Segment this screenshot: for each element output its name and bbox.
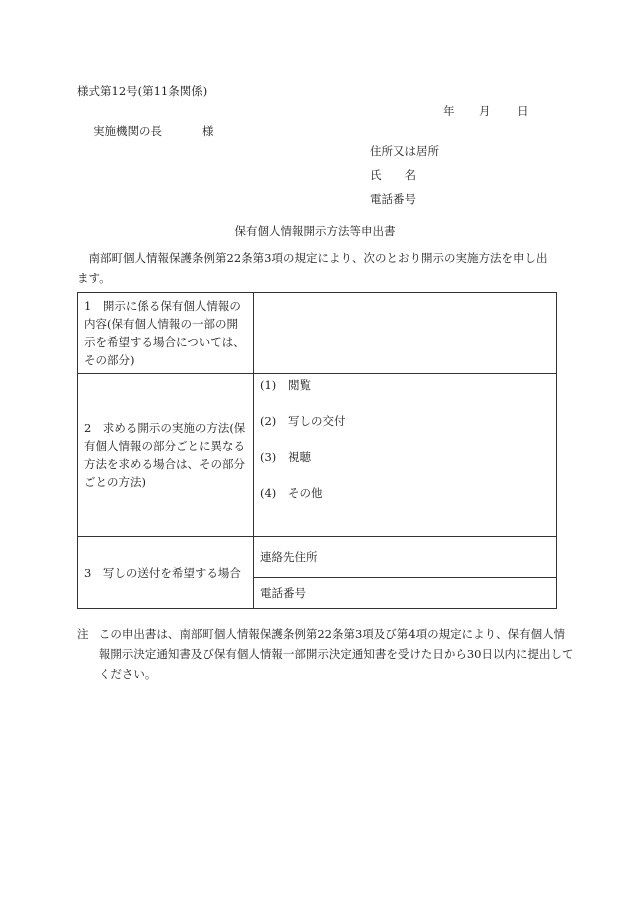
footnote	[77, 624, 576, 684]
addressee-label: 実施機関の長	[93, 124, 162, 138]
method-label-cell	[78, 374, 254, 537]
table-row-mailing-address	[78, 537, 557, 578]
request-form-table	[77, 292, 557, 609]
contact-phone-label: 電話番号	[260, 585, 306, 600]
content-value-cell[interactable]	[254, 293, 557, 374]
method-option[interactable]	[260, 448, 550, 484]
contact-phone-cell[interactable]	[254, 578, 557, 609]
content-label-cell	[78, 293, 254, 374]
addressee-honorific: 様	[202, 124, 214, 138]
method-option-number: (4)	[260, 486, 277, 500]
date-day-label: 日	[517, 104, 529, 118]
method-option-label: 閲覧	[288, 378, 311, 392]
phone-label: 電話番号	[370, 192, 416, 206]
addressee	[93, 122, 214, 140]
footnote-text: この申出書は、南部町個人情報保護条例第22条第3項及び第4項の規定により、保有個人情報開示決定通知書及び保有個人情報一部開示決定通知書を受けた日から30日以内に提出してください。	[98, 627, 574, 681]
method-label: 2 求める開示の実施の方法(保有個人情報の部分ごとに異なる方法を求める場合は、その部分ごとの方法)	[84, 421, 246, 489]
intro-paragraph: 南部町個人情報保護条例第22条第3項の規定により、次のとおり開示の実施方法を申し出ます。	[77, 251, 548, 285]
method-option-label: 視聴	[288, 450, 311, 464]
method-option-label: 写しの交付	[288, 414, 346, 428]
form-number: 様式第12号(第11条関係)	[77, 84, 208, 98]
method-option-number: (2)	[260, 414, 277, 428]
method-option-label: その他	[288, 486, 323, 500]
table-row-method	[78, 374, 557, 537]
method-option[interactable]	[260, 484, 550, 520]
method-option-number: (1)	[260, 378, 277, 392]
footnote-mark: 注	[77, 627, 89, 641]
name-label: 氏 名	[370, 168, 416, 182]
contact-address-cell[interactable]	[254, 537, 557, 578]
method-option[interactable]	[260, 376, 550, 412]
table-row-content	[78, 293, 557, 374]
method-option[interactable]	[260, 412, 550, 448]
content-label: 1 開示に係る保有個人情報の内容(保有個人情報の一部の開示を希望する場合については、その部分)	[84, 299, 245, 367]
date-year-label: 年	[443, 104, 455, 118]
document-title: 保有個人情報開示方法等申出書	[234, 224, 396, 238]
date-row	[443, 102, 529, 120]
contact-address-label: 連絡先住所	[260, 549, 318, 564]
mailing-label-cell	[78, 537, 254, 609]
applicant-block	[370, 142, 439, 214]
mailing-label: 3 写しの送付を希望する場合	[84, 565, 241, 580]
method-option-number: (3)	[260, 450, 277, 464]
method-options-list	[254, 374, 556, 536]
date-month-label: 月	[479, 104, 491, 118]
method-options-cell	[254, 374, 557, 537]
address-label: 住所又は居所	[370, 144, 439, 158]
